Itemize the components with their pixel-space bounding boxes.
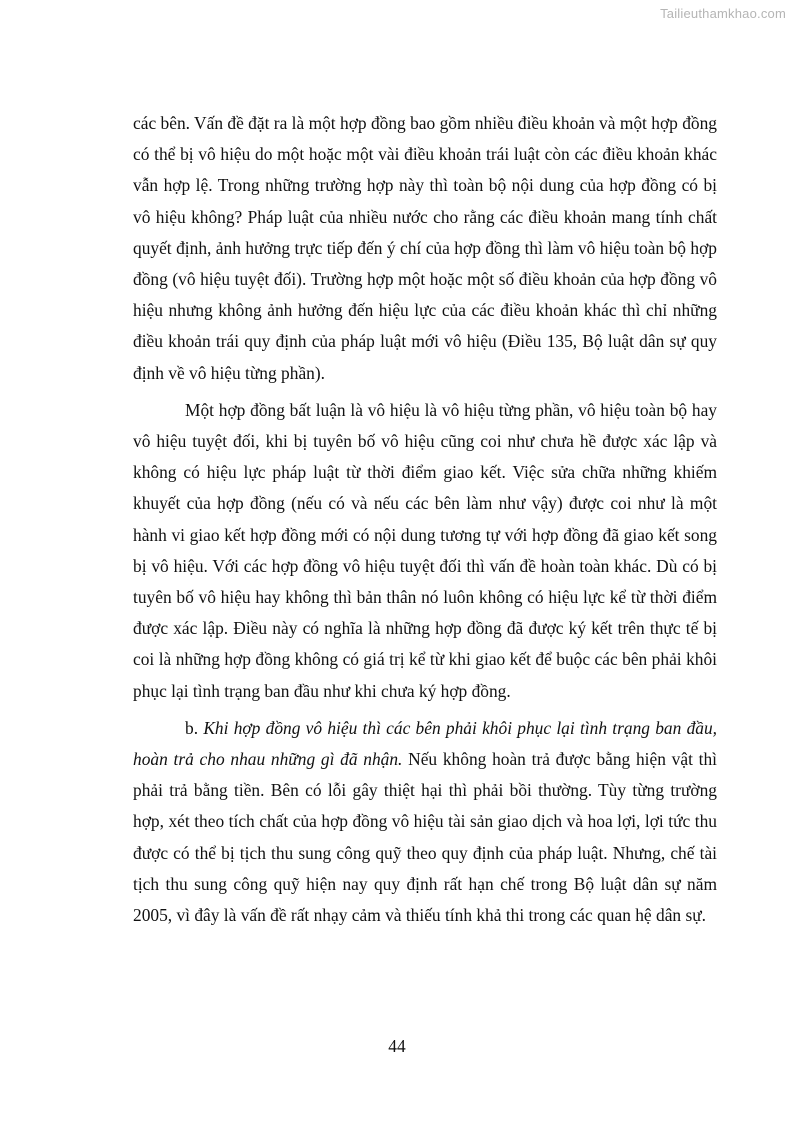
paragraph-3-prefix: b. xyxy=(185,717,204,738)
document-body xyxy=(133,108,717,931)
paragraph-2: Một hợp đồng bất luận là vô hiệu là vô hiệu từng phần, vô hiệu toàn bộ hay vô hiệu tuyệt đối, khi bị tuyên bố vô hiệu cũng coi như chưa hề được xác lập và không có hiệu lực pháp luật từ thời điểm giao kết. Việc sửa chữa những khiếm khuyết của hợp đồng (nếu có và nếu các bên làm như vậy) được coi như là một hành vi giao kết hợp đồng mới có nội dung tương tự với hợp đồng đã giao kết song bị vô hiệu. Với các hợp đồng vô hiệu tuyệt đối thì vấn đề hoàn toàn khác. Dù có bị tuyên bố vô hiệu hay không thì bản thân nó luôn không có hiệu lực kể từ thời điểm được xác lập. Điều này có nghĩa là những hợp đồng đã được ký kết trên thực tế bị coi là những hợp đồng không có giá trị kể từ khi giao kết để buộc các bên phải khôi phục lại tình trạng ban đầu như khi chưa ký hợp đồng. xyxy=(133,399,717,701)
paragraph-3 xyxy=(133,713,717,931)
watermark: Tailieuthamkhao.com xyxy=(660,6,786,21)
page-number: 44 xyxy=(388,1036,406,1056)
paragraph-3-rest: Nếu không hoàn trả được bằng hiện vật thì phải trả bằng tiền. Bên có lỗi gây thiệt hại thì phải bồi thường. Tùy từng trường hợp, xét theo tích chất của hợp đồng vô hiệu tài sản giao dịch và hoa lợi, lợi tức thu được có thể bị tịch thu sung công quỹ theo quy định của pháp luật. Nhưng, chế tài tịch thu sung công quỹ hiện nay quy định rất hạn chế trong Bộ luật dân sự năm 2005, vì đây là vấn đề rất nhạy cảm và thiếu tính khả thi trong các quan hệ dân sự. xyxy=(133,749,717,926)
paragraph-3-italic: Khi hợp đồng vô hiệu thì các bên phải khôi phục lại tình trạng ban đầu, hoàn trả cho nhau những gì đã nhận. xyxy=(133,717,717,770)
paragraph-1: các bên. Vấn đề đặt ra là một hợp đồng bao gồm nhiều điều khoản và một hợp đồng có thể bị vô hiệu do một hoặc một vài điều khoản trái luật còn các điều khoản khác vẫn hợp lệ. Trong những trường hợp này thì toàn bộ nội dung của hợp đồng có bị vô hiệu không? Pháp luật của nhiều nước cho rằng các điều khoản mang tính chất quyết định, ảnh hưởng trực tiếp đến ý chí của hợp đồng thì làm vô hiệu toàn bộ hợp đồng (vô hiệu tuyệt đối). Trường hợp một hoặc một số điều khoản của hợp đồng vô hiệu nhưng không ảnh hưởng đến hiệu lực của các điều khoản khác thì chỉ những điều khoản trái quy định của pháp luật mới vô hiệu (Điều 135, Bộ luật dân sự quy định về vô hiệu từng phần). xyxy=(133,113,717,383)
